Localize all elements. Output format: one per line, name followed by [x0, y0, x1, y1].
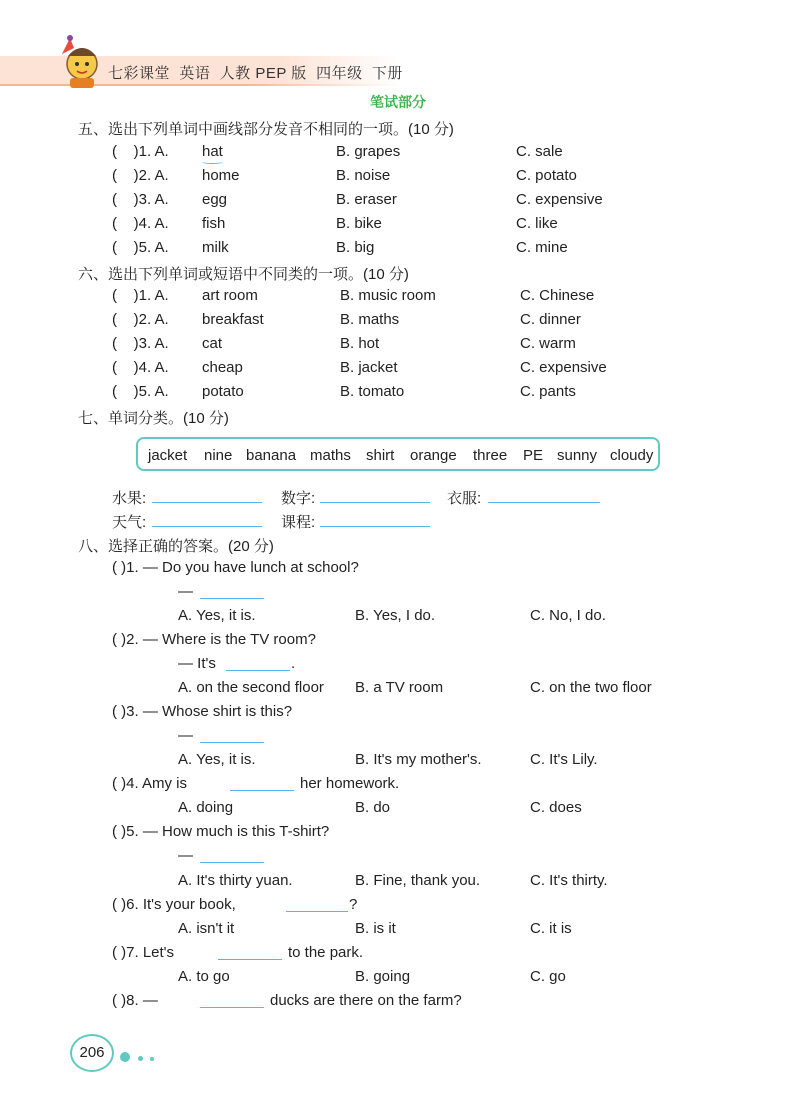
word: banana	[246, 447, 297, 464]
word: PE	[523, 447, 544, 464]
word: jacket	[148, 447, 188, 464]
page-number: 206	[70, 1034, 114, 1072]
s6-row-4: ( )4. A. cheap B. jacket C. expensive	[112, 359, 607, 376]
q5-dash: —	[178, 847, 193, 864]
q2-period: .	[291, 655, 296, 672]
s5-row-1: ( )1. A. hat B. grapes C. sale	[112, 143, 563, 160]
s5-row-2: ( )2. A. home B. noise C. potato	[112, 167, 577, 184]
q7-blank[interactable]	[218, 959, 282, 960]
q6-option-c: C. it is	[530, 920, 572, 937]
q3-dash: —	[178, 727, 193, 744]
q7-option-a: A. to go	[178, 968, 230, 985]
q1-option-c: C. No, I do.	[530, 607, 606, 624]
word: maths	[310, 447, 351, 464]
mascot-icon	[48, 34, 112, 90]
blank-clothes[interactable]	[488, 502, 600, 503]
section-heading: 笔试部分	[370, 94, 426, 110]
page-dot-3	[150, 1057, 154, 1061]
q6-option-b: B. is it	[355, 920, 396, 937]
word: nine	[204, 447, 233, 464]
section5-title: 五、选出下列单词中画线部分发音不相同的一项。(10 分)	[78, 121, 454, 138]
q5-option-a: A. It's thirty yuan.	[178, 872, 293, 889]
q1-dash: —	[178, 583, 193, 600]
q8-question-end: ducks are there on the farm?	[270, 992, 462, 1009]
q2-blank[interactable]	[226, 670, 290, 671]
label-fruit: 水果:	[112, 490, 147, 507]
q1-option-b: B. Yes, I do.	[355, 607, 436, 624]
q2-line2: — It's	[178, 655, 216, 672]
q4-option-a: A. doing	[178, 799, 234, 816]
q1-question: ( )1. — Do you have lunch at school?	[112, 559, 359, 576]
word: orange	[410, 447, 457, 464]
s5-row-5: ( )5. A. milk B. big C. mine	[112, 239, 568, 256]
q8-question-start: ( )8. —	[112, 992, 158, 1009]
word: cloudy	[610, 447, 654, 464]
section6-title: 六、选出下列单词或短语中不同类的一项。(10 分)	[78, 266, 409, 283]
q6-blank[interactable]	[286, 911, 348, 912]
s6-row-2: ( )2. A. breakfast B. maths C. dinner	[112, 311, 581, 328]
q4-question-end: her homework.	[300, 775, 400, 792]
blank-number[interactable]	[320, 502, 430, 503]
label-number: 数字:	[281, 490, 316, 507]
label-weather: 天气:	[112, 514, 147, 531]
q7-option-c: C. go	[530, 968, 566, 985]
q5-option-b: B. Fine, thank you.	[355, 872, 481, 889]
q7-question-end: to the park.	[288, 944, 364, 961]
q7-option-b: B. going	[355, 968, 411, 985]
q2-option-c: C. on the two floor	[530, 679, 652, 696]
blank-subject[interactable]	[320, 526, 430, 527]
q3-question: ( )3. — Whose shirt is this?	[112, 703, 293, 720]
q5-blank[interactable]	[200, 862, 264, 863]
label-clothes: 衣服:	[447, 490, 482, 507]
q1-blank[interactable]	[200, 598, 264, 599]
blank-weather[interactable]	[152, 526, 262, 527]
section7-title: 七、单词分类。(10 分)	[78, 410, 229, 427]
q7-question-start: ( )7. Let's	[112, 944, 175, 961]
q5-option-c: C. It's thirty.	[530, 872, 608, 889]
q2-option-b: B. a TV room	[355, 679, 444, 696]
q6-question-start: ( )6. It's your book,	[112, 896, 236, 913]
q3-option-b: B. It's my mother's.	[355, 751, 482, 768]
q2-option-a: A. on the second floor	[178, 679, 324, 696]
q6-option-a: A. isn't it	[178, 920, 235, 937]
q1-option-a: A. Yes, it is.	[178, 607, 256, 624]
header-title: 七彩课堂 英语 人教 PEP 版 四年级 下册	[108, 65, 403, 82]
s6-row-1: ( )1. A. art room B. music room C. Chinese	[112, 287, 595, 304]
q6-question-end: ?	[349, 896, 358, 913]
q4-option-c: C. does	[530, 799, 582, 816]
q4-question-start: ( )4. Amy is	[112, 775, 188, 792]
s6-row-5: ( )5. A. potato B. tomato C. pants	[112, 383, 576, 400]
word-box	[136, 437, 660, 471]
section8-title: 八、选择正确的答案。(20 分)	[78, 538, 274, 555]
page-dot-2	[138, 1056, 143, 1061]
q3-option-c: C. It's Lily.	[530, 751, 598, 768]
word: shirt	[366, 447, 395, 464]
q3-option-a: A. Yes, it is.	[178, 751, 256, 768]
q2-question: ( )2. — Where is the TV room?	[112, 631, 316, 648]
word: sunny	[557, 447, 598, 464]
blank-fruit[interactable]	[152, 502, 262, 503]
s5-row-3: ( )3. A. egg B. eraser C. expensive	[112, 191, 603, 208]
word: three	[473, 447, 508, 464]
page-dot-1	[120, 1052, 130, 1062]
q4-option-b: B. do	[355, 799, 391, 816]
q8-blank[interactable]	[200, 1007, 264, 1008]
s5-row-4: ( )4. A. fish B. bike C. like	[112, 215, 558, 232]
q4-blank[interactable]	[230, 790, 294, 791]
q5-question: ( )5. — How much is this T-shirt?	[112, 823, 330, 840]
label-subject: 课程:	[281, 514, 316, 531]
q3-blank[interactable]	[200, 742, 264, 743]
s6-row-3: ( )3. A. cat B. hot C. warm	[112, 335, 576, 352]
